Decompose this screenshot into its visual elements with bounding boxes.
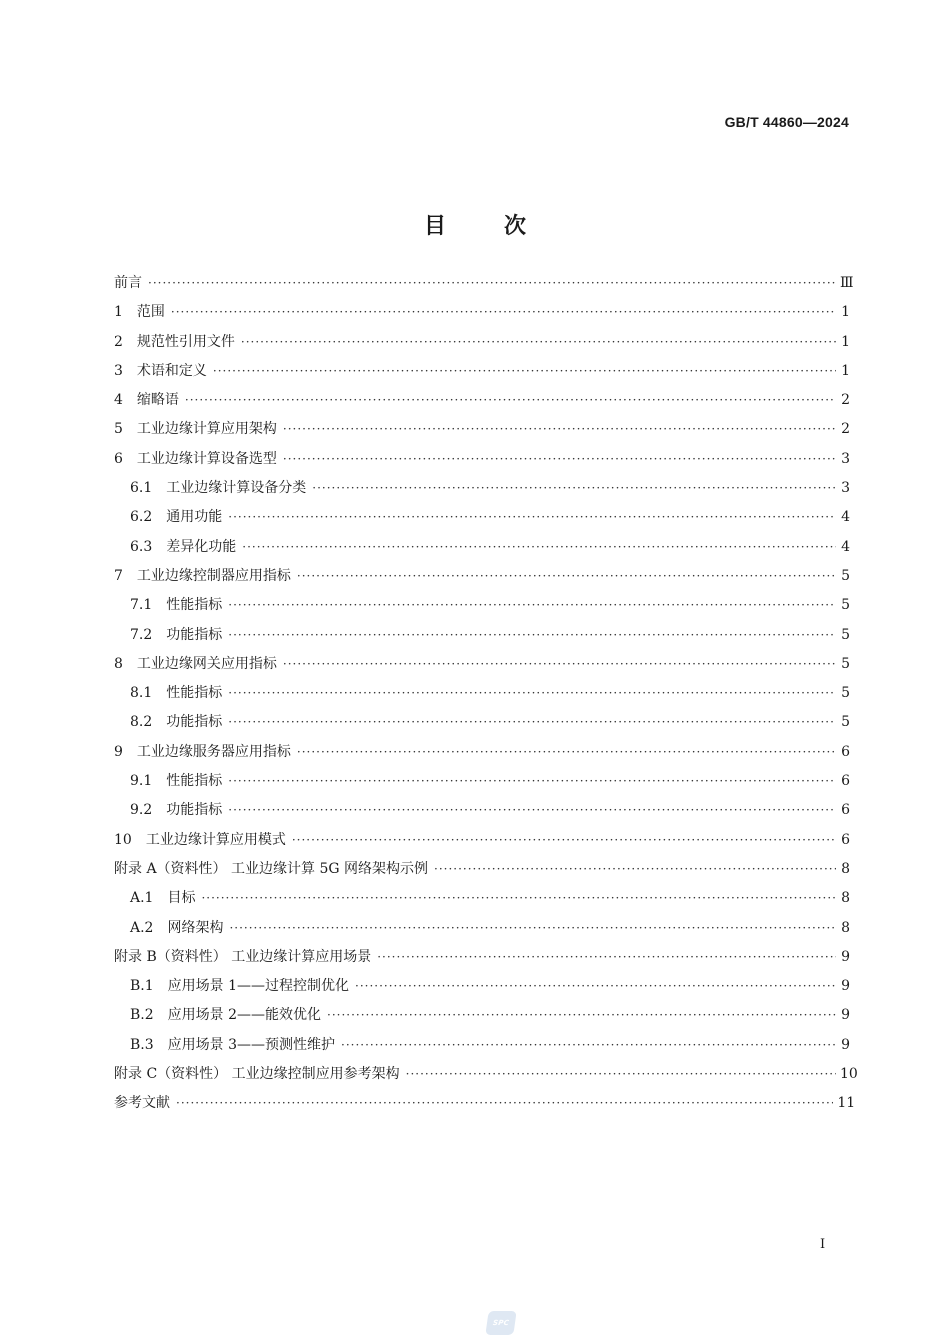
toc-entry-number: 2 (114, 333, 123, 350)
toc-dot-leader (228, 708, 836, 737)
toc-entry-label: 应用场景 3——预测性维护 (167, 1036, 336, 1053)
toc-entry-label: 通用功能 (166, 509, 223, 526)
toc-entry-page: 4 (841, 509, 850, 526)
toc-entry-12[interactable] (114, 591, 850, 620)
toc-entry-page: 1 (841, 362, 850, 379)
toc-entry-28[interactable] (114, 1060, 858, 1089)
toc-entry-label: 参考文献 (114, 1095, 170, 1112)
toc-entry-label: 范围 (136, 304, 165, 321)
toc-dot-leader (185, 386, 836, 415)
toc-dot-leader (327, 1001, 836, 1030)
toc-dot-leader (228, 767, 836, 796)
toc-entry-page: 5 (841, 685, 850, 702)
toc-dot-leader (176, 1089, 833, 1118)
toc-entry-label: 差异化功能 (166, 538, 237, 555)
toc-entry-page: 3 (841, 450, 850, 467)
toc-entry-page: Ⅲ (839, 275, 854, 291)
toc-entry-label: 工业边缘服务器应用指标 (136, 743, 291, 760)
toc-entry-page: 6 (841, 773, 850, 790)
toc-entry-2[interactable] (114, 298, 850, 327)
toc-entry-page: 8 (841, 890, 850, 907)
toc-entry-number: B.3 (130, 1036, 154, 1053)
toc-entry-page: 5 (841, 597, 850, 614)
toc-dot-leader (297, 738, 836, 767)
toc-entry-label: 应用场景 2——能效优化 (167, 1007, 322, 1024)
toc-entry-number: 9 (114, 743, 123, 760)
toc-entry-5[interactable] (114, 386, 850, 415)
toc-entry-number: 1 (114, 304, 123, 321)
toc-entry-number: 7.1 (130, 597, 153, 614)
toc-dot-leader (228, 503, 836, 532)
toc-entry-label: 性能指标 (166, 597, 223, 614)
toc-dot-leader (312, 474, 836, 503)
toc-entry-label: 附录 B（资料性） 工业边缘计算应用场景 (114, 948, 372, 965)
toc-entry-18[interactable] (114, 767, 850, 796)
toc-dot-leader (434, 855, 836, 884)
toc-entry-15[interactable] (114, 679, 850, 708)
toc-entry-number: 10 (114, 831, 132, 848)
toc-dot-leader (228, 591, 836, 620)
toc-entry-number: 4 (114, 392, 123, 409)
toc-dot-leader (242, 533, 836, 562)
toc-entry-8[interactable] (114, 474, 850, 503)
toc-entry-23[interactable] (114, 914, 850, 943)
toc-entry-label: 工业边缘控制器应用指标 (136, 567, 291, 584)
toc-entry-label: 附录 A（资料性） 工业边缘计算 5G 网络架构示例 (114, 860, 429, 877)
toc-entry-20[interactable] (114, 826, 850, 855)
toc-entry-number: B.1 (130, 978, 154, 995)
toc-entry-label: 术语和定义 (136, 362, 207, 379)
toc-entry-number: 6.2 (130, 509, 153, 526)
toc-entry-label: 前言 (114, 275, 142, 291)
toc-entry-number: A.2 (130, 919, 154, 936)
toc-entry-label: 工业边缘计算设备选型 (136, 450, 277, 467)
toc-entry-6[interactable] (114, 415, 850, 444)
toc-dot-leader (171, 298, 836, 327)
toc-dot-leader (297, 562, 836, 591)
toc-entry-number: 9.2 (130, 802, 153, 819)
toc-entry-number: 7.2 (130, 626, 153, 643)
toc-dot-leader (228, 621, 836, 650)
toc-entry-number: 5 (114, 421, 123, 438)
toc-entry-17[interactable] (114, 738, 850, 767)
toc-entry-label: 目标 (167, 890, 196, 907)
toc-entry-label: 功能指标 (166, 626, 223, 643)
toc-dot-leader (148, 269, 836, 298)
toc-entry-number: 3 (114, 362, 123, 379)
toc-entry-page: 6 (841, 802, 850, 819)
toc-entry-label: 功能指标 (166, 714, 223, 731)
toc-entry-label: 性能指标 (166, 773, 223, 790)
toc-entry-13[interactable] (114, 621, 850, 650)
toc-entry-number: 8.1 (130, 685, 153, 702)
toc-entry-21[interactable] (114, 855, 850, 884)
toc-entry-label: 工业边缘计算应用模式 (145, 831, 286, 848)
toc-entry-10[interactable] (114, 533, 850, 562)
toc-entry-page: 11 (837, 1095, 856, 1112)
toc-entry-label: 工业边缘网关应用指标 (136, 655, 277, 672)
toc-entry-number: B.2 (130, 1007, 154, 1024)
toc-dot-leader (228, 679, 836, 708)
toc-entry-label: 缩略语 (136, 392, 179, 409)
toc-entry-24[interactable] (114, 943, 850, 972)
toc-dot-leader (355, 972, 836, 1001)
toc-entry-label: 工业边缘计算设备分类 (166, 480, 307, 497)
toc-entry-11[interactable] (114, 562, 850, 591)
toc-entry-29[interactable] (114, 1089, 856, 1118)
toc-dot-leader (283, 445, 836, 474)
toc-entry-1[interactable] (114, 269, 854, 298)
toc-entry-number: 6.1 (130, 480, 153, 497)
toc-dot-leader (283, 650, 836, 679)
toc-entry-number: 6 (114, 450, 123, 467)
toc-entry-page: 9 (841, 978, 850, 995)
toc-dot-leader (229, 914, 836, 943)
toc-entry-page: 2 (841, 421, 850, 438)
toc-entry-number: 8 (114, 655, 123, 672)
toc-entry-page: 1 (841, 333, 850, 350)
toc-entry-page: 8 (841, 860, 850, 877)
toc-dot-leader (283, 415, 836, 444)
toc-entry-label: 性能指标 (166, 685, 223, 702)
toc-entry-14[interactable] (114, 650, 850, 679)
toc-title: 目次 (423, 213, 584, 239)
toc-entry-page: 4 (841, 538, 850, 555)
table-of-contents (114, 269, 858, 1119)
toc-entry-label: 功能指标 (166, 802, 223, 819)
toc-entry-label: 网络架构 (167, 919, 224, 936)
toc-entry-page: 2 (841, 392, 850, 409)
toc-entry-page: 6 (841, 831, 850, 848)
toc-entry-label: 附录 C（资料性） 工业边缘控制应用参考架构 (114, 1066, 400, 1083)
toc-entry-page: 1 (841, 304, 850, 321)
toc-entry-4[interactable] (114, 357, 850, 386)
toc-entry-page: 9 (841, 1036, 850, 1053)
toc-entry-number: 7 (114, 567, 123, 584)
toc-entry-27[interactable] (114, 1031, 850, 1060)
toc-entry-page: 5 (841, 626, 850, 643)
toc-dot-leader (377, 943, 836, 972)
publisher-logo-text: SPC (492, 1319, 510, 1327)
toc-entry-page: 10 (840, 1066, 858, 1083)
toc-entry-19[interactable] (114, 796, 850, 825)
toc-dot-leader (341, 1031, 836, 1060)
standard-code: GB/T 44860—2024 (724, 114, 849, 130)
toc-dot-leader (201, 884, 836, 913)
page-number: Ⅰ (820, 1237, 826, 1252)
toc-entry-9[interactable] (114, 503, 850, 532)
toc-entry-26[interactable] (114, 1001, 850, 1030)
toc-entry-22[interactable] (114, 884, 850, 913)
toc-entry-label: 规范性引用文件 (136, 333, 235, 350)
publisher-logo-icon (485, 1311, 516, 1335)
toc-dot-leader (292, 826, 836, 855)
toc-entry-page: 5 (841, 655, 850, 672)
toc-entry-page: 8 (841, 919, 850, 936)
toc-entry-page: 6 (841, 743, 850, 760)
toc-entry-page: 5 (841, 567, 850, 584)
toc-entry-label: 应用场景 1——过程控制优化 (167, 978, 350, 995)
toc-entry-25[interactable] (114, 972, 850, 1001)
toc-dot-leader (213, 357, 836, 386)
toc-entry-page: 9 (841, 1007, 850, 1024)
toc-entry-7[interactable] (114, 445, 850, 474)
toc-dot-leader (241, 328, 836, 357)
toc-entry-number: A.1 (130, 890, 154, 907)
toc-dot-leader (406, 1060, 836, 1089)
toc-entry-3[interactable] (114, 328, 850, 357)
toc-entry-number: 6.3 (130, 538, 153, 555)
toc-entry-page: 3 (841, 480, 850, 497)
toc-entry-number: 8.2 (130, 714, 153, 731)
toc-entry-number: 9.1 (130, 773, 153, 790)
toc-entry-label: 工业边缘计算应用架构 (136, 421, 277, 438)
toc-entry-page: 5 (841, 714, 850, 731)
toc-entry-16[interactable] (114, 708, 850, 737)
toc-dot-leader (228, 796, 836, 825)
toc-entry-page: 9 (841, 948, 850, 965)
